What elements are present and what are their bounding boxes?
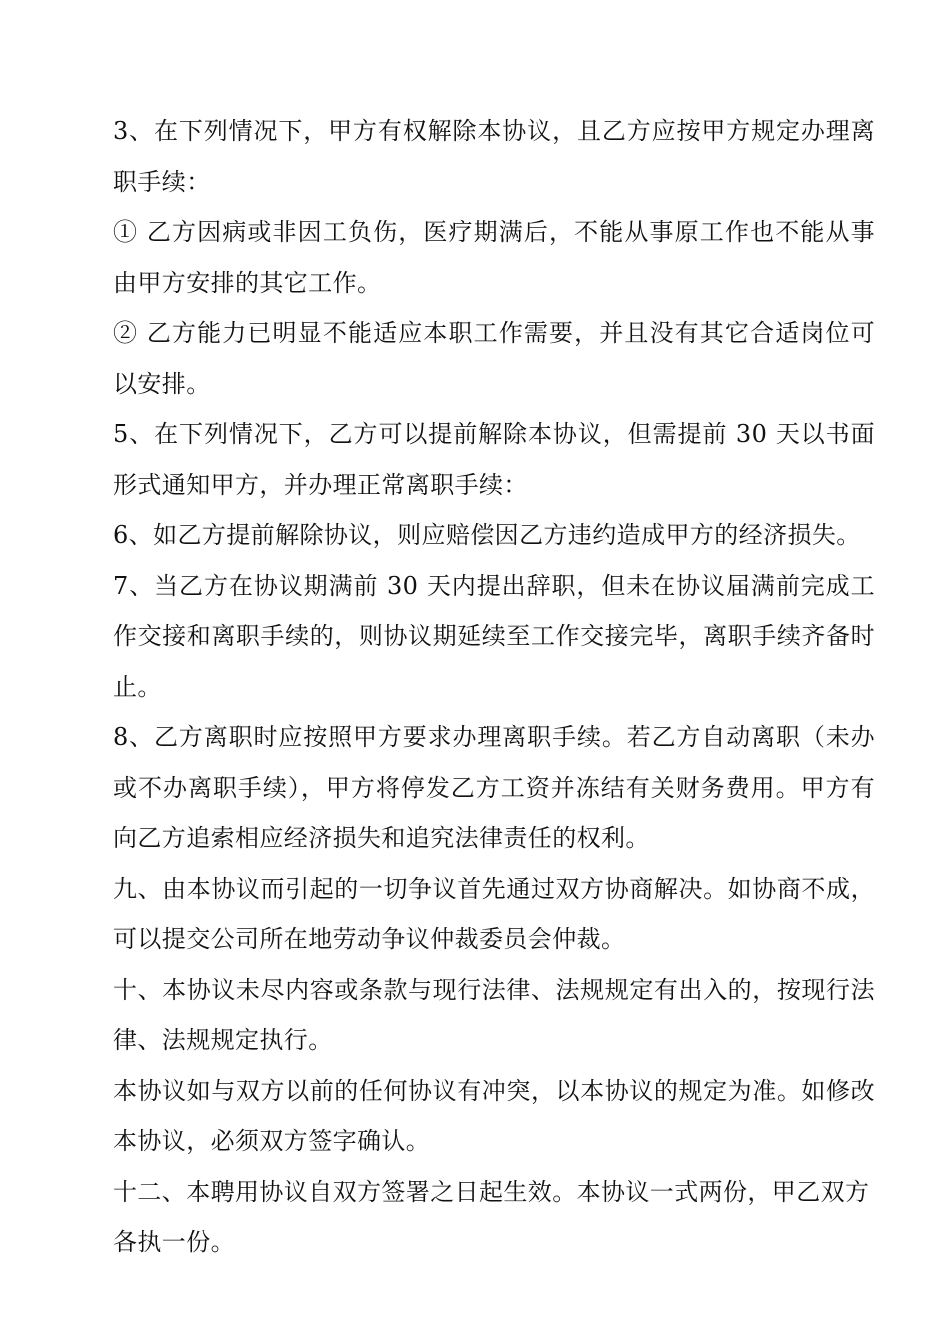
paragraph-clause-7: 7、当乙方在协议期满前 30 天内提出辞职，但未在协议届满前完成工作交接和离职手续的，则协议期延续至工作交接完毕，离职手续齐备时止。	[113, 571, 875, 701]
paragraph-clause-12: 十二、本聘用协议自双方签署之日起生效。本协议一式两份，甲乙双方各执一份。	[113, 1177, 870, 1256]
paragraph-clause-9: 九、由本协议而引起的一切争议首先通过双方协商解决。如协商不成，可以提交公司所在地劳动争议仲裁委员会仲裁。	[113, 874, 875, 953]
paragraph-clause-3-item-1: ① 乙方因病或非因工负伤，医疗期满后，不能从事原工作也不能从事由甲方安排的其它工作。	[113, 218, 875, 297]
paragraph-clause-10: 十、本协议未尽内容或条款与现行法律、法规规定有出入的，按现行法律、法规规定执行。	[113, 975, 875, 1054]
paragraph-conflict-rule: 本协议如与双方以前的任何协议有冲突，以本协议的规定为准。如修改本协议，必须双方签字确认。	[113, 1076, 875, 1155]
paragraph-clause-5: 5、在下列情况下，乙方可以提前解除本协议，但需提前 30 天以书面形式通知甲方，并办理正常离职手续：	[113, 420, 875, 499]
paragraph-clause-8: 8、乙方离职时应按照甲方要求办理离职手续。若乙方自动离职（未办或不办离职手续），甲方将停发乙方工资并冻结有关财务费用。甲方有向乙方追索相应经济损失和追究法律责任的权利。	[113, 723, 875, 852]
document-body	[113, 106, 875, 1268]
paragraph-clause-3: 3、在下列情况下，甲方有权解除本协议，且乙方应按甲方规定办理离职手续：	[113, 117, 875, 196]
paragraph-clause-3-item-2: ② 乙方能力已明显不能适应本职工作需要，并且没有其它合适岗位可以安排。	[113, 319, 875, 398]
paragraph-clause-6: 6、如乙方提前解除协议，则应赔偿因乙方违约造成甲方的经济损失。	[113, 521, 861, 549]
